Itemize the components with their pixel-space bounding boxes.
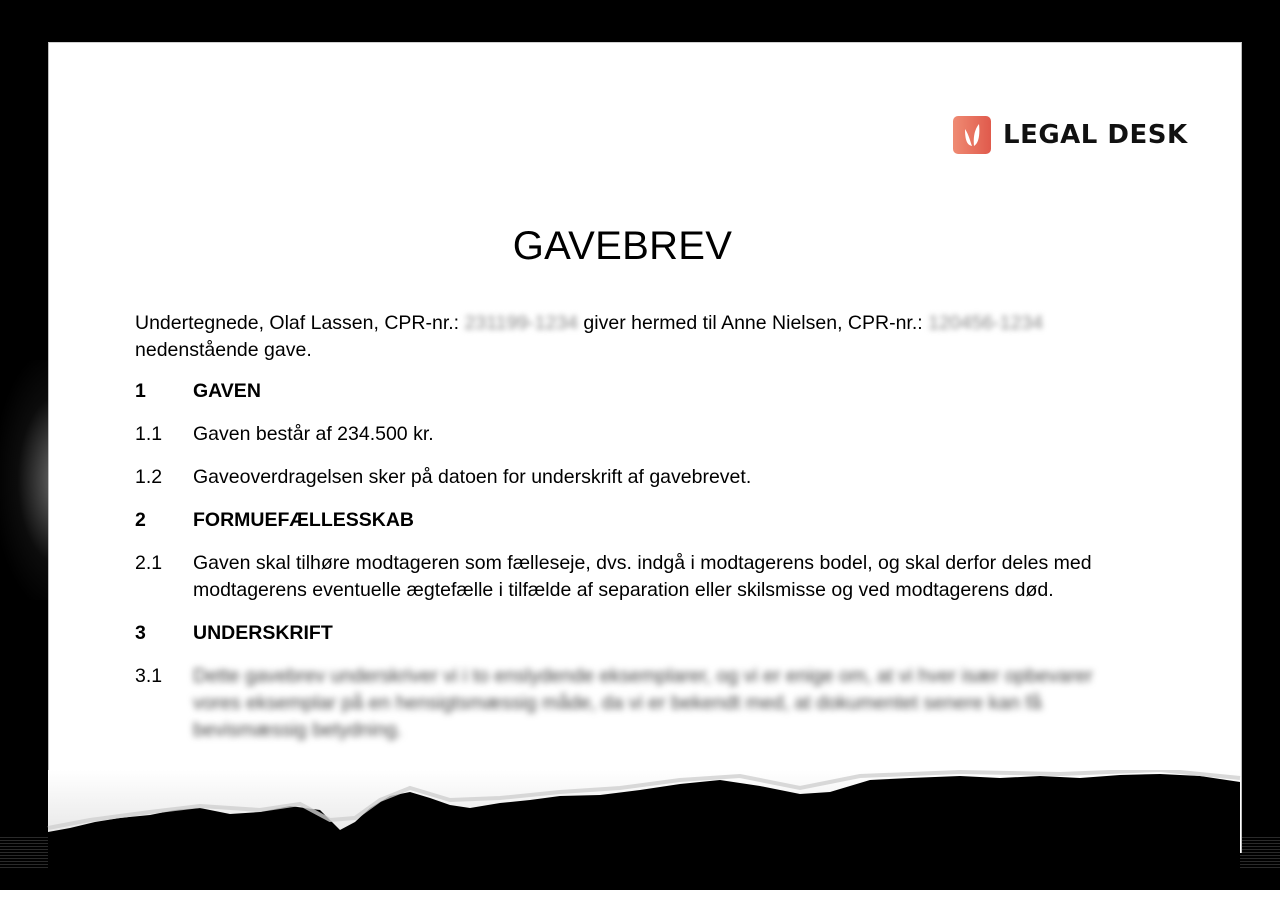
section-number: 2 <box>135 509 146 531</box>
document-title: GAVEBREV <box>512 224 733 268</box>
section-number: 3 <box>135 622 146 644</box>
clause-1-2 <box>135 464 1125 491</box>
clause-number: 1.1 <box>135 423 163 445</box>
clause-text: Gaven skal tilhøre modtageren som fælleseje, dvs. indgå i modtagerens bodel, og skal derfor deles med modtagerens eventuelle ægtefælle i tilfælde af separation eller skilsmisse og ved modtagerens død. <box>193 552 1092 601</box>
clause-number: 2.1 <box>135 552 163 574</box>
intro-text-end: nedenstående gave. <box>135 339 312 361</box>
intro-text-receiver: giver hermed til Anne Nielsen, CPR-nr.: <box>578 312 929 334</box>
clause-number: 1.2 <box>135 466 163 488</box>
clause-3-1 <box>135 663 1125 744</box>
clause-1-1 <box>135 421 1125 448</box>
section-number: 1 <box>135 380 146 402</box>
section-title: UNDERSKRIFT <box>193 622 333 644</box>
cpr-giver-redacted: 231199-1234 <box>464 312 579 334</box>
torn-paper-edge <box>0 770 1280 890</box>
clause-text-blurred: Dette gavebrev underskriver vi i to enslydende eksemplarer, og vi er enige om, at vi hver især opbevarer vores eksemplar på en hensigtsmæssig måde, da vi er bekendt med, at dokumentet senere kan få bevismæssig betydning. <box>193 665 1093 741</box>
clause-text: Gaveoverdragelsen sker på datoen for underskrift af gavebrevet. <box>193 466 752 488</box>
clause-number: 3.1 <box>135 665 163 687</box>
document-body <box>135 310 1125 760</box>
clause-2-1 <box>135 550 1125 604</box>
clause-text: Gaven består af 234.500 kr. <box>193 423 434 445</box>
section-heading-2 <box>135 507 1125 534</box>
intro-text-giver: Undertegnede, Olaf Lassen, CPR-nr.: <box>135 312 465 334</box>
section-heading-1 <box>135 378 1125 405</box>
intro-paragraph <box>135 310 1125 364</box>
brand-name: LEGAL DESK <box>1003 120 1188 150</box>
cpr-receiver-redacted: 120456-1234 <box>928 312 1044 334</box>
section-title: GAVEN <box>193 380 261 402</box>
legal-desk-logo <box>953 116 1188 154</box>
leaf-mark-icon <box>953 116 991 154</box>
section-title: FORMUEFÆLLESSKAB <box>193 509 414 531</box>
section-heading-3 <box>135 620 1125 647</box>
